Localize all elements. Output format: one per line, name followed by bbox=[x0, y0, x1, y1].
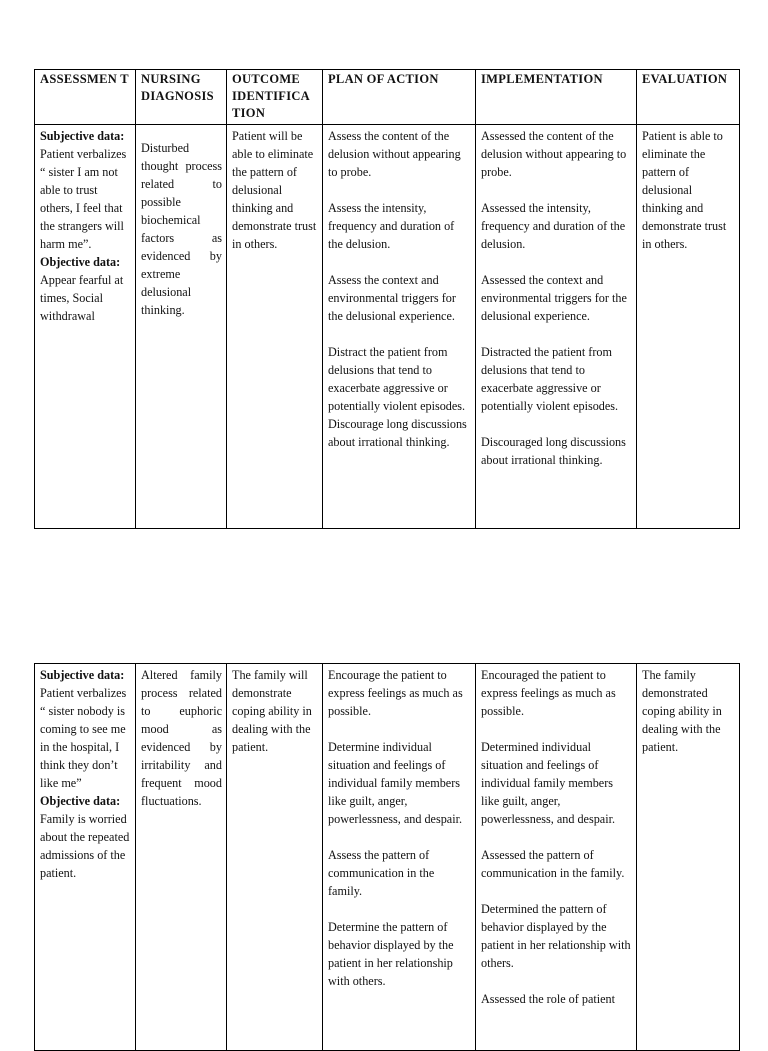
plan-of-action-cell bbox=[323, 125, 476, 529]
evaluation-text: Patient is able to eliminate the pattern of delusional thinking and demonstrate trust in others. bbox=[642, 129, 727, 251]
subjective-data-label: Subjective data: bbox=[40, 129, 125, 143]
plan-item: Assess the content of the delusion without appearing to probe. bbox=[328, 129, 461, 179]
implementation-item: Assessed the context and environmental triggers for the delusional experience. bbox=[481, 273, 627, 323]
objective-data-text: Family is worried about the repeated admissions of the patient. bbox=[40, 812, 130, 880]
subjective-data-label: Subjective data: bbox=[40, 668, 125, 682]
table-row bbox=[35, 664, 740, 1051]
plan-item: Determine individual situation and feelings of individual family members like guilt, anger, powerlessness, and despair. bbox=[328, 740, 463, 826]
plan-item: Determine the pattern of behavior displayed by the patient in her relationship with others. bbox=[328, 920, 454, 988]
care-plan-table-1 bbox=[34, 69, 740, 529]
assessment-cell bbox=[35, 664, 136, 1051]
implementation-cell bbox=[476, 664, 637, 1051]
evaluation-cell bbox=[637, 664, 740, 1051]
plan-item: Assess the intensity, frequency and duration of the delusion. bbox=[328, 201, 455, 251]
header-outcome-identification: OUTCOME IDENTIFICA TION bbox=[227, 70, 323, 125]
evaluation-text: The family demonstrated coping ability in dealing with the patient. bbox=[642, 668, 722, 754]
outcome-text: The family will demonstrate coping ability in dealing with the patient. bbox=[232, 668, 312, 754]
nursing-diagnosis-text: Altered family process related to euphoric mood as evidenced by irritability and frequent mood fluctuations. bbox=[141, 668, 222, 808]
nursing-diagnosis-cell bbox=[136, 125, 227, 529]
implementation-item: Discouraged long discussions about irrational thinking. bbox=[481, 435, 626, 467]
objective-data-label: Objective data: bbox=[40, 255, 121, 269]
implementation-cell bbox=[476, 125, 637, 529]
header-assessment: ASSESSMEN T bbox=[35, 70, 136, 125]
implementation-item: Distracted the patient from delusions that tend to exacerbate aggressive or potentially violent episodes. bbox=[481, 345, 619, 413]
table-row bbox=[35, 125, 740, 529]
nursing-diagnosis-cell bbox=[136, 664, 227, 1051]
evaluation-cell bbox=[637, 125, 740, 529]
header-evaluation: EVALUATION bbox=[637, 70, 740, 125]
outcome-cell bbox=[227, 125, 323, 529]
implementation-item: Assessed the pattern of communication in the family. bbox=[481, 848, 625, 880]
plan-of-action-cell bbox=[323, 664, 476, 1051]
care-plan-table-2 bbox=[34, 663, 740, 1051]
outcome-cell bbox=[227, 664, 323, 1051]
objective-data-label: Objective data: bbox=[40, 794, 121, 808]
plan-item: Encourage the patient to express feelings as much as possible. bbox=[328, 668, 463, 718]
plan-item: Assess the pattern of communication in the family. bbox=[328, 848, 435, 898]
objective-data-text: Appear fearful at times, Social withdrawal bbox=[40, 273, 124, 323]
table-header-row bbox=[35, 70, 740, 125]
header-implementation: IMPLEMENTATION bbox=[476, 70, 637, 125]
nursing-diagnosis-text: Disturbed thought process related to possible biochemical factors as evidenced by extreme delusional thinking. bbox=[141, 141, 222, 317]
assessment-cell bbox=[35, 125, 136, 529]
plan-item: Distract the patient from delusions that tend to exacerbate aggressive or potentially violent episodes. bbox=[328, 345, 466, 413]
plan-item: Discourage long discussions about irrational thinking. bbox=[328, 417, 467, 449]
header-nursing-diagnosis: NURSING DIAGNOSIS bbox=[136, 70, 227, 125]
subjective-data-text: Patient verbalizes “ sister I am not able to trust others, I feel that the strangers will harm me”. bbox=[40, 147, 127, 251]
implementation-item: Assessed the content of the delusion without appearing to probe. bbox=[481, 129, 627, 179]
implementation-item: Assessed the intensity, frequency and duration of the delusion. bbox=[481, 201, 626, 251]
plan-item: Assess the context and environmental triggers for the delusional experience. bbox=[328, 273, 456, 323]
header-plan-of-action: PLAN OF ACTION bbox=[323, 70, 476, 125]
implementation-item: Encouraged the patient to express feelings as much as possible. bbox=[481, 668, 616, 718]
implementation-item: Determined individual situation and feelings of individual family members like guilt, anger, powerlessness, and despair. bbox=[481, 740, 616, 826]
implementation-item: Assessed the role of patient bbox=[481, 992, 616, 1006]
subjective-data-text: Patient verbalizes “ sister nobody is coming to see me in the hospital, I think they don’t like me” bbox=[40, 686, 127, 790]
outcome-text: Patient will be able to eliminate the pattern of delusional thinking and demonstrate trust in others. bbox=[232, 129, 317, 251]
implementation-item: Determined the pattern of behavior displayed by the patient in her relationship with others. bbox=[481, 902, 631, 970]
